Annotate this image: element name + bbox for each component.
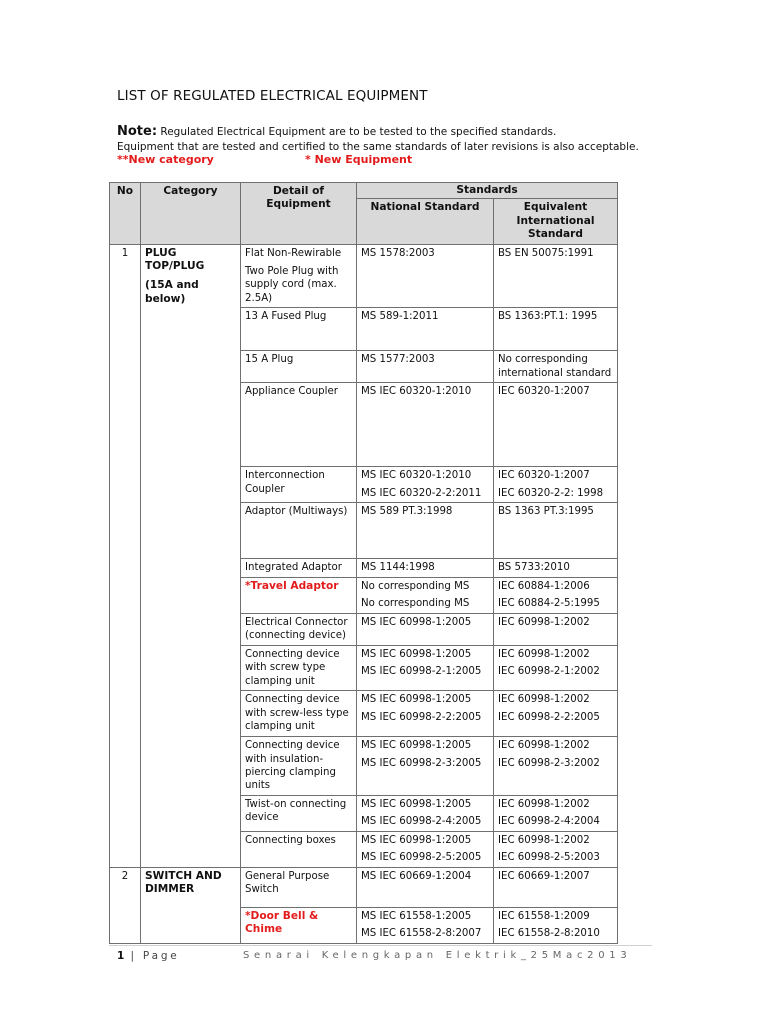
national-standard-cell <box>357 831 494 867</box>
document-title: LIST OF REGULATED ELECTRICAL EQUIPMENT <box>117 88 428 104</box>
equipment-detail: Electrical Connector (connecting device) <box>245 616 348 642</box>
international-standard: No corresponding international standard <box>498 354 612 379</box>
national-standard: MS IEC 60998-2-2:2005 <box>361 711 482 723</box>
equipment-detail: 13 A Fused Plug <box>245 311 327 323</box>
new-category-legend: **New category <box>117 153 214 166</box>
detail-cell <box>241 467 357 503</box>
national-standard: MS IEC 61558-1:2005 <box>361 910 472 922</box>
detail-cell <box>241 907 357 943</box>
detail-cell <box>241 578 357 614</box>
national-standard: MS 1578:2003 <box>361 247 435 259</box>
detail-cell <box>241 351 357 383</box>
national-standard: MS 589-1:2011 <box>361 311 439 323</box>
national-standard: MS IEC 61558-2-8:2007 <box>361 928 482 940</box>
international-standard: IEC 60998-2-1:2002 <box>498 666 600 678</box>
detail-cell <box>241 613 357 645</box>
equipment-detail: 15 A Plug <box>245 354 294 366</box>
category-cell <box>141 867 241 943</box>
international-standard: BS 5733:2010 <box>498 562 570 574</box>
national-standard-cell <box>357 691 494 737</box>
header-detail: Detail of Equipment <box>241 183 357 245</box>
table-header-row <box>110 183 618 199</box>
international-standard: IEC 60998-1:2002 <box>498 616 590 628</box>
international-standard: BS 1363:PT.1: 1995 <box>498 311 598 323</box>
table-row <box>110 244 618 308</box>
international-standard: IEC 60884-2-5:1995 <box>498 598 600 610</box>
national-standard: MS 1144:1998 <box>361 562 435 574</box>
national-standard: MS IEC 60320-1:2010 <box>361 386 472 398</box>
footer-document-name: Senarai Kelengkapan Elektrik_25Mac2013 <box>243 950 632 961</box>
national-standard: MS IEC 60998-2-4:2005 <box>361 816 482 828</box>
national-standard: MS IEC 60998-1:2005 <box>361 834 472 846</box>
category-name: PLUG TOP/PLUG <box>145 246 205 273</box>
international-standard: IEC 60998-1:2002 <box>498 834 590 846</box>
international-standard: BS EN 50075:1991 <box>498 247 594 259</box>
international-standard-cell <box>494 578 618 614</box>
detail-cell <box>241 308 357 351</box>
national-standard: MS 589 PT.3:1998 <box>361 506 453 518</box>
national-standard: No corresponding MS <box>361 581 470 593</box>
equipment-detail: *Travel Adaptor <box>245 580 339 593</box>
header-no: No <box>110 183 141 245</box>
equipment-detail: Flat Non-Rewirable <box>245 247 342 259</box>
national-standard-cell <box>357 613 494 645</box>
detail-cell <box>241 867 357 907</box>
international-standard: IEC 60998-1:2002 <box>498 648 590 660</box>
row-number: 1 <box>110 244 141 867</box>
equipment-detail: Interconnection Coupler <box>245 470 325 495</box>
national-standard: MS IEC 60998-1:2005 <box>361 616 472 628</box>
international-standard: IEC 61558-2-8:2010 <box>498 928 600 940</box>
international-standard-cell <box>494 907 618 943</box>
equipment-detail: Integrated Adaptor <box>245 562 342 574</box>
national-standard: MS IEC 60320-1:2010 <box>361 470 472 482</box>
international-standard: IEC 61558-1:2009 <box>498 910 590 922</box>
international-standard-cell <box>494 831 618 867</box>
category-sub: (15A and below) <box>145 279 199 305</box>
international-standard-cell <box>494 244 618 308</box>
international-standard-cell <box>494 383 618 467</box>
international-standard: IEC 60998-2-5:2003 <box>498 852 600 864</box>
national-standard-cell <box>357 244 494 308</box>
national-standard-cell <box>357 795 494 831</box>
detail-cell <box>241 691 357 737</box>
international-standard-cell <box>494 613 618 645</box>
detail-cell <box>241 244 357 308</box>
detail-cell <box>241 559 357 578</box>
international-standard: IEC 60320-2-2: 1998 <box>498 487 604 499</box>
international-standard: IEC 60998-1:2002 <box>498 740 590 752</box>
national-standard: No corresponding MS <box>361 598 470 610</box>
national-standard: MS IEC 60998-1:2005 <box>361 648 472 660</box>
detail-cell <box>241 795 357 831</box>
international-standard-cell <box>494 737 618 796</box>
international-standard: IEC 60884-1:2006 <box>498 581 590 593</box>
national-standard: MS IEC 60998-1:2005 <box>361 740 472 752</box>
equipment-detail: *Door Bell & Chime <box>245 909 319 936</box>
international-standard-cell <box>494 351 618 383</box>
national-standard-cell <box>357 467 494 503</box>
international-standard-cell <box>494 645 618 690</box>
equipment-detail: Adaptor (Multiways) <box>245 506 348 518</box>
international-standard: IEC 60998-2-3:2002 <box>498 757 600 769</box>
national-standard-cell <box>357 645 494 690</box>
international-standard-cell <box>494 867 618 907</box>
national-standard-cell <box>357 559 494 578</box>
international-standard: BS 1363 PT.3:1995 <box>498 506 594 518</box>
international-standard: IEC 60998-1:2002 <box>498 694 590 706</box>
equipment-detail: Connecting device with insulation-piercing clamping units <box>245 740 340 792</box>
new-equipment-legend: * New Equipment <box>305 153 413 166</box>
national-standard-cell <box>357 308 494 351</box>
national-standard: MS IEC 60998-1:2005 <box>361 694 472 706</box>
footer-page-number: 1 | Page <box>117 950 180 962</box>
national-standard-cell <box>357 907 494 943</box>
national-standard: MS IEC 60998-2-3:2005 <box>361 757 482 769</box>
note-block <box>117 124 639 155</box>
table-row <box>110 867 618 907</box>
header-international: Equivalent International Standard <box>494 199 618 244</box>
equipment-detail: Twist-on connecting device <box>245 798 347 824</box>
national-standard: MS IEC 60320-2-2:2011 <box>361 487 482 499</box>
row-number: 2 <box>110 867 141 943</box>
detail-cell <box>241 383 357 467</box>
regulated-equipment-table <box>109 182 618 944</box>
equipment-detail-2: Two Pole Plug with supply cord (max. 2.5A) <box>245 266 339 304</box>
national-standard-cell <box>357 578 494 614</box>
equipment-detail: Connecting device with screw type clamping unit <box>245 648 340 687</box>
equipment-detail: Connecting device with screw-less type clamping unit <box>245 694 349 732</box>
international-standard-cell <box>494 503 618 559</box>
header-category: Category <box>141 183 241 245</box>
international-standard-cell <box>494 691 618 737</box>
category-name: SWITCH AND DIMMER <box>145 869 222 896</box>
national-standard: MS IEC 60998-2-5:2005 <box>361 852 482 864</box>
international-standard: IEC 60320-1:2007 <box>498 386 590 398</box>
detail-cell <box>241 737 357 796</box>
international-standard-cell <box>494 795 618 831</box>
international-standard-cell <box>494 559 618 578</box>
note-line-2: Equipment that are tested and certified to the same standards of later revisions is also acceptable. <box>117 141 639 153</box>
national-standard: MS IEC 60998-2-1:2005 <box>361 666 482 678</box>
equipment-detail: General Purpose Switch <box>245 870 330 896</box>
header-national: National Standard <box>357 199 494 244</box>
international-standard-cell <box>494 467 618 503</box>
national-standard: MS IEC 60998-1:2005 <box>361 798 472 810</box>
national-standard: MS IEC 60669-1:2004 <box>361 870 472 882</box>
national-standard-cell <box>357 737 494 796</box>
international-standard-cell <box>494 308 618 351</box>
national-standard-cell <box>357 503 494 559</box>
detail-cell <box>241 831 357 867</box>
international-standard: IEC 60998-2-2:2005 <box>498 711 600 723</box>
note-line-1: Regulated Electrical Equipment are to be tested to the specified standards. <box>157 126 557 138</box>
note-label: Note: <box>117 124 158 139</box>
equipment-detail: Connecting boxes <box>245 834 336 846</box>
international-standard: IEC 60320-1:2007 <box>498 470 590 482</box>
category-cell <box>141 244 241 867</box>
international-standard: IEC 60998-2-4:2004 <box>498 816 600 828</box>
national-standard-cell <box>357 867 494 907</box>
header-standards: Standards <box>357 183 618 199</box>
national-standard-cell <box>357 383 494 467</box>
international-standard: IEC 60669-1:2007 <box>498 870 590 882</box>
international-standard: IEC 60998-1:2002 <box>498 798 590 810</box>
detail-cell <box>241 503 357 559</box>
national-standard-cell <box>357 351 494 383</box>
footer-rule <box>109 945 652 946</box>
detail-cell <box>241 645 357 690</box>
national-standard: MS 1577:2003 <box>361 354 435 366</box>
equipment-detail: Appliance Coupler <box>245 386 338 398</box>
